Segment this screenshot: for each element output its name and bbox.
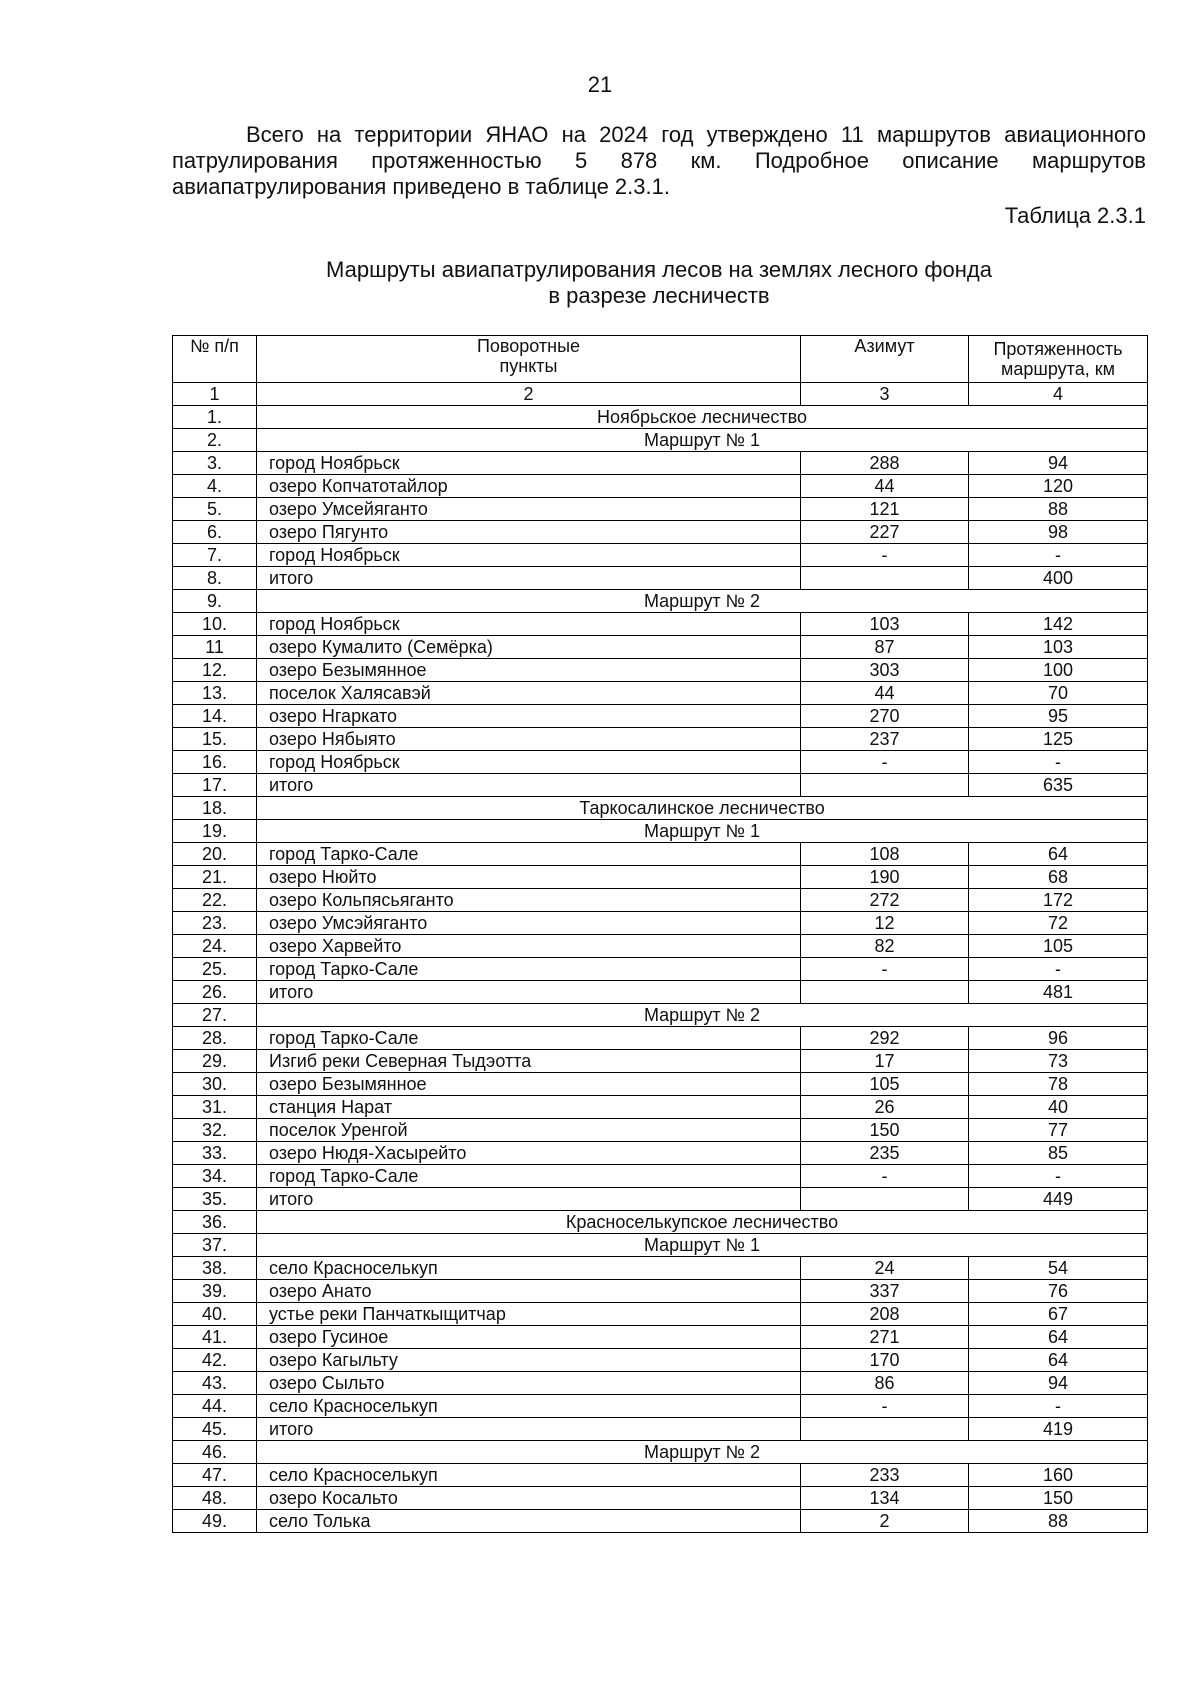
table-row: [173, 521, 1148, 544]
length-value: 150: [969, 1487, 1148, 1510]
row-number: 39.: [173, 1280, 257, 1303]
length-value: 635: [969, 774, 1148, 797]
azimuth-value: 26: [801, 1096, 969, 1119]
azimuth-value: 271: [801, 1326, 969, 1349]
azimuth-value: 2: [801, 1510, 969, 1533]
length-value: 67: [969, 1303, 1148, 1326]
table-row: [173, 1050, 1148, 1073]
azimuth-value: [801, 981, 969, 1004]
table-row: [173, 912, 1148, 935]
turning-point: город Тарко-Сале: [257, 1165, 801, 1188]
azimuth-value: 24: [801, 1257, 969, 1280]
intro-text: Всего на территории ЯНАО на 2024 год утверждено 11 маршрутов авиационного патрулирования протяженностью 5 878 км. Подробное описание маршрутов авиапатрулирования приведено в таблице 2.3.1.: [172, 122, 1146, 199]
column-number: 1: [173, 383, 257, 406]
section-title: Ноябрьское лесничество: [257, 406, 1148, 429]
table-row: [173, 866, 1148, 889]
table-row: [173, 1142, 1148, 1165]
section-row: [173, 820, 1148, 843]
row-number: 33.: [173, 1142, 257, 1165]
turning-point: итого: [257, 981, 801, 1004]
header-number: № п/п: [173, 336, 257, 383]
row-number: 47.: [173, 1464, 257, 1487]
row-number: 29.: [173, 1050, 257, 1073]
length-value: 103: [969, 636, 1148, 659]
length-value: 54: [969, 1257, 1148, 1280]
table-row: [173, 682, 1148, 705]
azimuth-value: 108: [801, 843, 969, 866]
azimuth-value: 44: [801, 682, 969, 705]
row-number: 12.: [173, 659, 257, 682]
turning-point: озеро Нгаркато: [257, 705, 801, 728]
table-row: [173, 1188, 1148, 1211]
azimuth-value: 103: [801, 613, 969, 636]
section-title: Таркосалинское лесничество: [257, 797, 1148, 820]
section-title: Красноселькупское лесничество: [257, 1211, 1148, 1234]
row-number: 42.: [173, 1349, 257, 1372]
table-row: [173, 1096, 1148, 1119]
length-value: -: [969, 544, 1148, 567]
azimuth-value: [801, 1418, 969, 1441]
length-value: 73: [969, 1050, 1148, 1073]
turning-point: город Тарко-Сале: [257, 958, 801, 981]
length-value: 72: [969, 912, 1148, 935]
turning-point: станция Нарат: [257, 1096, 801, 1119]
azimuth-value: -: [801, 958, 969, 981]
length-value: 120: [969, 475, 1148, 498]
header-length: Протяженность маршрута, км: [969, 336, 1148, 383]
row-number: 21.: [173, 866, 257, 889]
azimuth-value: 86: [801, 1372, 969, 1395]
column-number: 3: [801, 383, 969, 406]
row-number: 37.: [173, 1234, 257, 1257]
turning-point: поселок Уренгой: [257, 1119, 801, 1142]
row-number: 27.: [173, 1004, 257, 1027]
length-value: 94: [969, 1372, 1148, 1395]
table-row: [173, 1487, 1148, 1510]
turning-point: итого: [257, 774, 801, 797]
turning-point: озеро Нюйто: [257, 866, 801, 889]
table-row: [173, 544, 1148, 567]
turning-point: город Ноябрьск: [257, 751, 801, 774]
length-value: 77: [969, 1119, 1148, 1142]
azimuth-value: 208: [801, 1303, 969, 1326]
length-value: 64: [969, 1326, 1148, 1349]
table-row: [173, 636, 1148, 659]
length-value: 64: [969, 1349, 1148, 1372]
turning-point: озеро Умсэйяганто: [257, 912, 801, 935]
azimuth-value: 121: [801, 498, 969, 521]
azimuth-value: [801, 774, 969, 797]
azimuth-value: 82: [801, 935, 969, 958]
azimuth-value: 134: [801, 1487, 969, 1510]
azimuth-value: 105: [801, 1073, 969, 1096]
turning-point: село Красноселькуп: [257, 1257, 801, 1280]
table-row: [173, 1027, 1148, 1050]
azimuth-value: 288: [801, 452, 969, 475]
row-number: 15.: [173, 728, 257, 751]
turning-point: село Толька: [257, 1510, 801, 1533]
row-number: 26.: [173, 981, 257, 1004]
row-number: 43.: [173, 1372, 257, 1395]
section-row: [173, 1441, 1148, 1464]
row-number: 3.: [173, 452, 257, 475]
azimuth-value: 12: [801, 912, 969, 935]
length-value: -: [969, 751, 1148, 774]
table-row: [173, 958, 1148, 981]
column-number: 2: [257, 383, 801, 406]
row-number: 34.: [173, 1165, 257, 1188]
azimuth-value: 303: [801, 659, 969, 682]
azimuth-value: 270: [801, 705, 969, 728]
routes-table: [172, 335, 1148, 1533]
table-title: [172, 257, 1146, 309]
row-number: 14.: [173, 705, 257, 728]
length-value: 449: [969, 1188, 1148, 1211]
length-value: 85: [969, 1142, 1148, 1165]
length-value: -: [969, 1165, 1148, 1188]
intro-paragraph: [172, 122, 1146, 200]
row-number: 31.: [173, 1096, 257, 1119]
row-number: 5.: [173, 498, 257, 521]
length-value: 70: [969, 682, 1148, 705]
turning-point: город Ноябрьск: [257, 544, 801, 567]
table-title-line1: Маршруты авиапатрулирования лесов на землях лесного фонда: [326, 257, 992, 282]
length-value: 88: [969, 1510, 1148, 1533]
turning-point: поселок Халясавэй: [257, 682, 801, 705]
table-row: [173, 498, 1148, 521]
turning-point: озеро Безымянное: [257, 1073, 801, 1096]
turning-point: озеро Харвейто: [257, 935, 801, 958]
header-points: Поворотные пункты: [257, 336, 801, 383]
column-number: 4: [969, 383, 1148, 406]
table-row: [173, 843, 1148, 866]
turning-point: озеро Сыльто: [257, 1372, 801, 1395]
turning-point: озеро Безымянное: [257, 659, 801, 682]
length-value: 96: [969, 1027, 1148, 1050]
turning-point: озеро Кольпясьяганто: [257, 889, 801, 912]
azimuth-value: 292: [801, 1027, 969, 1050]
table-body: [173, 383, 1148, 1533]
row-number: 46.: [173, 1441, 257, 1464]
length-value: 100: [969, 659, 1148, 682]
row-number: 36.: [173, 1211, 257, 1234]
row-number: 23.: [173, 912, 257, 935]
table-row: [173, 1257, 1148, 1280]
section-row: [173, 797, 1148, 820]
row-number: 8.: [173, 567, 257, 590]
table-title-line2: в разрезе лесничеств: [548, 283, 770, 308]
section-row: [173, 1234, 1148, 1257]
length-value: 94: [969, 452, 1148, 475]
azimuth-value: 237: [801, 728, 969, 751]
table-row: [173, 1303, 1148, 1326]
turning-point: озеро Пягунто: [257, 521, 801, 544]
row-number: 44.: [173, 1395, 257, 1418]
turning-point: город Тарко-Сале: [257, 1027, 801, 1050]
length-value: 481: [969, 981, 1148, 1004]
section-row: [173, 1211, 1148, 1234]
row-number: 4.: [173, 475, 257, 498]
header-row: [173, 336, 1148, 383]
section-row: [173, 406, 1148, 429]
azimuth-value: 150: [801, 1119, 969, 1142]
section-title: Маршрут № 1: [257, 1234, 1148, 1257]
length-value: 142: [969, 613, 1148, 636]
table-label: Таблица 2.3.1: [1004, 203, 1146, 228]
row-number: 11: [173, 636, 257, 659]
section-title: Маршрут № 2: [257, 590, 1148, 613]
table-row: [173, 1073, 1148, 1096]
row-number: 41.: [173, 1326, 257, 1349]
section-title: Маршрут № 1: [257, 429, 1148, 452]
row-number: 24.: [173, 935, 257, 958]
row-number: 19.: [173, 820, 257, 843]
turning-point: село Красноселькуп: [257, 1395, 801, 1418]
row-number: 10.: [173, 613, 257, 636]
table-row: [173, 452, 1148, 475]
table-row: [173, 1165, 1148, 1188]
table-row: [173, 705, 1148, 728]
section-title: Маршрут № 2: [257, 1004, 1148, 1027]
row-number: 35.: [173, 1188, 257, 1211]
row-number: 1.: [173, 406, 257, 429]
azimuth-value: 44: [801, 475, 969, 498]
table-row: [173, 1464, 1148, 1487]
length-value: 88: [969, 498, 1148, 521]
azimuth-value: 227: [801, 521, 969, 544]
turning-point: озеро Кагыльту: [257, 1349, 801, 1372]
row-number: 49.: [173, 1510, 257, 1533]
section-row: [173, 429, 1148, 452]
table-row: [173, 1119, 1148, 1142]
azimuth-value: 17: [801, 1050, 969, 1073]
row-number: 45.: [173, 1418, 257, 1441]
length-value: 64: [969, 843, 1148, 866]
row-number: 17.: [173, 774, 257, 797]
length-value: 76: [969, 1280, 1148, 1303]
turning-point: озеро Гусиное: [257, 1326, 801, 1349]
turning-point: итого: [257, 567, 801, 590]
length-value: 105: [969, 935, 1148, 958]
table-row: [173, 475, 1148, 498]
turning-point: город Тарко-Сале: [257, 843, 801, 866]
table-row: [173, 751, 1148, 774]
length-value: 68: [969, 866, 1148, 889]
length-value: 160: [969, 1464, 1148, 1487]
length-value: 95: [969, 705, 1148, 728]
table-row: [173, 1418, 1148, 1441]
row-number: 20.: [173, 843, 257, 866]
turning-point: озеро Копчатотайлор: [257, 475, 801, 498]
row-number: 6.: [173, 521, 257, 544]
turning-point: озеро Косальто: [257, 1487, 801, 1510]
table-row: [173, 774, 1148, 797]
azimuth-value: -: [801, 1165, 969, 1188]
table-row: [173, 1280, 1148, 1303]
turning-point: озеро Нябыято: [257, 728, 801, 751]
section-row: [173, 1004, 1148, 1027]
length-value: -: [969, 958, 1148, 981]
length-value: 78: [969, 1073, 1148, 1096]
azimuth-value: 235: [801, 1142, 969, 1165]
length-value: 40: [969, 1096, 1148, 1119]
row-number: 22.: [173, 889, 257, 912]
azimuth-value: 190: [801, 866, 969, 889]
azimuth-value: -: [801, 751, 969, 774]
turning-point: озеро Кумалито (Семёрка): [257, 636, 801, 659]
row-number: 18.: [173, 797, 257, 820]
table-row: [173, 1326, 1148, 1349]
azimuth-value: -: [801, 1395, 969, 1418]
table-row: [173, 659, 1148, 682]
turning-point: город Ноябрьск: [257, 613, 801, 636]
row-number: 48.: [173, 1487, 257, 1510]
row-number: 38.: [173, 1257, 257, 1280]
table-row: [173, 889, 1148, 912]
table-row: [173, 1510, 1148, 1533]
turning-point: итого: [257, 1188, 801, 1211]
table-row: [173, 567, 1148, 590]
length-value: -: [969, 1395, 1148, 1418]
length-value: 172: [969, 889, 1148, 912]
column-number-row: [173, 383, 1148, 406]
turning-point: озеро Нюдя-Хасырейто: [257, 1142, 801, 1165]
turning-point: город Ноябрьск: [257, 452, 801, 475]
turning-point: село Красноселькуп: [257, 1464, 801, 1487]
azimuth-value: 272: [801, 889, 969, 912]
row-number: 40.: [173, 1303, 257, 1326]
section-row: [173, 590, 1148, 613]
row-number: 32.: [173, 1119, 257, 1142]
row-number: 7.: [173, 544, 257, 567]
turning-point: озеро Умсейяганто: [257, 498, 801, 521]
azimuth-value: 87: [801, 636, 969, 659]
page-number: 21: [587, 72, 613, 97]
length-value: 419: [969, 1418, 1148, 1441]
azimuth-value: 337: [801, 1280, 969, 1303]
row-number: 25.: [173, 958, 257, 981]
table-row: [173, 981, 1148, 1004]
azimuth-value: -: [801, 544, 969, 567]
table-row: [173, 728, 1148, 751]
azimuth-value: 170: [801, 1349, 969, 1372]
row-number: 28.: [173, 1027, 257, 1050]
turning-point: устье реки Панчаткыщитчар: [257, 1303, 801, 1326]
table-row: [173, 935, 1148, 958]
turning-point: озеро Анато: [257, 1280, 801, 1303]
length-value: 400: [969, 567, 1148, 590]
turning-point: итого: [257, 1418, 801, 1441]
azimuth-value: 233: [801, 1464, 969, 1487]
table-row: [173, 613, 1148, 636]
table-row: [173, 1349, 1148, 1372]
length-value: 125: [969, 728, 1148, 751]
turning-point: Изгиб реки Северная Тыдэотта: [257, 1050, 801, 1073]
row-number: 16.: [173, 751, 257, 774]
azimuth-value: [801, 1188, 969, 1211]
row-number: 13.: [173, 682, 257, 705]
row-number: 30.: [173, 1073, 257, 1096]
row-number: 2.: [173, 429, 257, 452]
row-number: 9.: [173, 590, 257, 613]
header-azimuth: Азимут: [801, 336, 969, 383]
azimuth-value: [801, 567, 969, 590]
length-value: 98: [969, 521, 1148, 544]
section-title: Маршрут № 1: [257, 820, 1148, 843]
table-row: [173, 1372, 1148, 1395]
table-row: [173, 1395, 1148, 1418]
section-title: Маршрут № 2: [257, 1441, 1148, 1464]
